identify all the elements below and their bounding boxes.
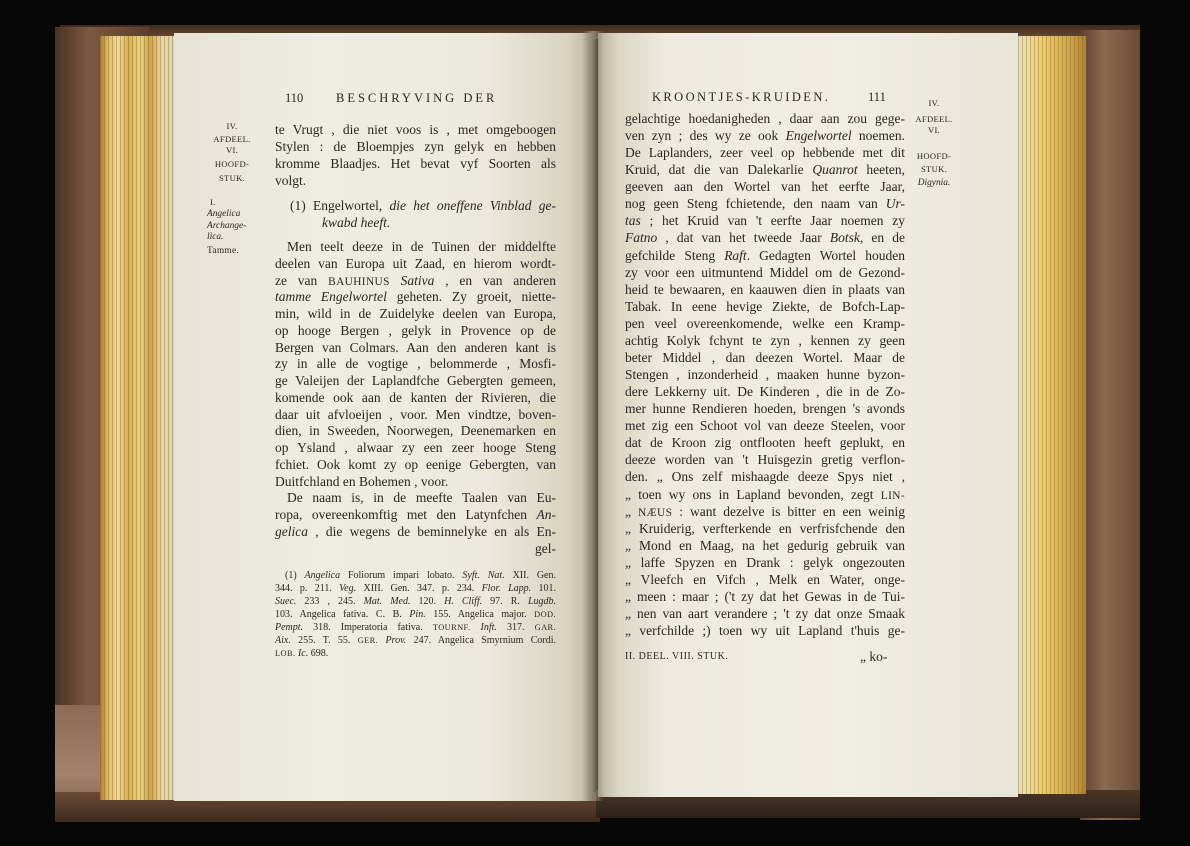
text-run: „ Kruiderig, verfterkende en verfrisfchende den <box>625 520 905 536</box>
footnote-line <box>275 647 556 660</box>
body-line <box>625 230 905 246</box>
italic-text: Mat. Med. <box>363 595 411 607</box>
text-run: 233 , 245. <box>296 595 364 607</box>
italic-text: Angelica <box>304 569 341 581</box>
signature-mark: II. DEEL. VIII. STUK. <box>625 651 729 662</box>
margin-note-chapter: HOOFD- <box>916 151 952 161</box>
body-line <box>275 340 556 356</box>
small-caps-text: TOURNF. <box>432 622 471 632</box>
italic-text: Raft <box>724 247 747 263</box>
text-run: Duitfchland en Bohemen , voor. <box>275 473 449 489</box>
text-run: Kruid, dat die van Dalekarlie <box>625 162 813 178</box>
text-run: te Vrugt , die niet voos is , met omgeboogen <box>275 122 556 137</box>
body-line <box>275 423 556 439</box>
body-line <box>625 248 905 264</box>
body-line <box>625 179 905 195</box>
body-line <box>625 196 905 212</box>
text-run: heeten, <box>857 162 905 178</box>
text-run: dere Lekkerny uit. De Kinderen , die in de Zo- <box>625 384 905 400</box>
small-caps-text: GAR. <box>534 622 557 632</box>
text-run: dien, in Sweeden, Noorwegen, Deenemarken en <box>275 423 556 439</box>
text-run: min, wild in de Zuidelyke deelen van Europa, <box>275 306 556 321</box>
text-run: „ meen : maar ; ('t zy dat het Gewas in de Tui- <box>625 588 905 604</box>
italic-text: Veg. <box>339 582 357 594</box>
body-line <box>625 333 905 349</box>
book-cover-right <box>1080 30 1140 820</box>
species-number: I. <box>210 197 216 207</box>
text-run: volgt. <box>275 173 307 188</box>
body-line <box>275 407 556 423</box>
body-line <box>625 145 905 161</box>
italic-text: Inft. <box>470 621 497 633</box>
species-epithet-end: lica. <box>207 232 224 242</box>
small-caps-text: DOD. <box>534 609 556 619</box>
body-line <box>625 265 905 281</box>
body-line <box>625 487 905 503</box>
text-run: komende ook aan de kanten der Rivieren, die <box>275 389 556 405</box>
text-run: ze van <box>275 272 329 288</box>
italic-text: Ic. <box>295 647 309 659</box>
body-line <box>287 490 556 506</box>
italic-text: tamme Engelwortel <box>275 289 387 305</box>
right-running-title: KROONTJES-KRUIDEN. <box>652 90 831 104</box>
text-run: den. „ Ons zelf mishaagde deeze Spys niet , <box>625 469 905 485</box>
text-run: . Gedagten Wortel houden <box>746 247 905 263</box>
italic-text: Botsk <box>829 230 860 246</box>
text-run: op hooge Bergen , gelyk in Provence op de <box>275 322 556 338</box>
text-run: noemen. <box>851 128 905 144</box>
text-run: , en de <box>859 230 906 246</box>
text-run: kromme Blaadjes. Het bevat vyf Soorten als <box>275 156 556 171</box>
footnote-line <box>275 608 556 621</box>
text-run: 155. Angelica major. <box>425 608 535 620</box>
text-run: fchiet. Ook komt zy op eenige Gebergten, van <box>275 456 556 472</box>
gilt-page-edges-left <box>100 36 180 800</box>
body-line <box>625 538 905 554</box>
text-run: „ nen van aart verandere ; 't zy dat onze Smaak <box>625 606 905 622</box>
text-run: achtig Kolyk fchynt te zyn , kennen zy geen <box>625 332 905 348</box>
body-line <box>322 215 556 231</box>
italic-text: Prov. <box>378 634 407 646</box>
body-line <box>625 367 905 383</box>
text-run: „ toen wy ons in Lapland bevonden, zegt <box>625 486 881 502</box>
body-line <box>625 469 905 485</box>
text-run: Foliorum impari lobato. <box>340 569 463 581</box>
italic-text: An- <box>536 507 556 522</box>
italic-text: Pempt. <box>275 621 304 633</box>
text-run: 344. p. 211. <box>275 582 340 594</box>
body-line <box>275 524 556 540</box>
body-line <box>625 384 905 400</box>
text-run: De naam is, in de meefte Taalen van Eu- <box>287 490 556 506</box>
body-line <box>275 122 556 138</box>
body-line <box>287 239 556 255</box>
text-run: nog geen Steng fchietende, den naam van <box>625 196 886 212</box>
italic-text: gelica <box>275 523 308 539</box>
italic-text: Fatno <box>625 230 658 246</box>
italic-text: Syft. Nat. <box>462 569 505 581</box>
left-running-title: BESCHRYVING DER <box>336 91 498 105</box>
body-line <box>625 162 905 178</box>
italic-text: Flor. Lapp. <box>481 582 532 594</box>
left-page-number: 110 <box>285 91 304 105</box>
text-run: „ laffe Spyzen en Drank : gelyk ongezouten <box>625 554 905 570</box>
text-run: 698. <box>308 647 329 659</box>
text-run: (1) <box>285 569 305 581</box>
text-run: 101. <box>531 582 557 594</box>
italic-text: Ur- <box>885 196 905 212</box>
margin-note-chapter-end: STUK. <box>920 164 948 174</box>
text-run: met zig een Schoot vol van deeze Steelen, voor <box>625 418 905 434</box>
margin-note-part: IV. <box>928 98 940 108</box>
text-run: dat de Kroon zig ontflooten heeft geplukt, en <box>625 435 905 451</box>
text-run: Men teelt deeze in de Tuinen der middelfte <box>287 239 556 254</box>
text-run: Bergen van Colmars. Aan den anderen kant is <box>275 339 556 355</box>
body-line <box>625 452 905 468</box>
small-caps-text: GER. <box>357 635 379 645</box>
body-line <box>275 273 556 289</box>
body-line <box>275 139 556 155</box>
text-run: pen veel overeenkomende, welke een Kramp- <box>625 315 905 331</box>
body-line <box>625 504 905 520</box>
margin-note-section: AFDEEL. <box>213 134 251 144</box>
italic-text: tas <box>625 213 641 229</box>
text-run: Tabak. In eene hevige Ziekte, de Bofch-Lap- <box>625 298 905 314</box>
body-line <box>275 256 556 272</box>
text-run: ; het Kruid van 't eerfte Jaar noemen zy <box>640 213 905 229</box>
margin-note-section-number: VI. <box>927 125 941 135</box>
body-line <box>625 111 905 127</box>
text-run: XII. Gen. <box>504 569 556 581</box>
body-line <box>625 418 905 434</box>
text-run: geeven aan den Wortel van het eerfte Jaar, <box>625 179 905 195</box>
species-genus: Angelica <box>207 209 241 219</box>
footnote-line <box>275 621 556 634</box>
book-spine-gutter <box>582 31 604 801</box>
body-line <box>275 356 556 372</box>
text-run: , dat van het tweede Jaar <box>657 230 830 246</box>
text-run: mer hunne Rendieren hoeden, brengen 's avonds <box>625 401 905 417</box>
body-line <box>275 373 556 389</box>
body-line <box>625 589 905 605</box>
margin-note-part: IV. <box>226 121 238 131</box>
text-run: gel- <box>535 540 556 556</box>
text-run: ropa, overeenkomftig met den Latynfchen <box>275 507 537 522</box>
text-run: Stylen : de Bloempjes zyn gelyk en hebben <box>275 139 556 154</box>
text-run: beter Middel , dan deezen Wortel. Maar de <box>625 349 905 365</box>
body-line <box>625 282 905 298</box>
body-line <box>275 173 556 189</box>
text-run: op Ysland , alwaar zy een zeer hooge Steng <box>275 440 556 455</box>
footnote-line <box>275 595 556 608</box>
text-run: : want dezelve is bitter en een weinig <box>672 503 905 519</box>
italic-text: H. Cliff. <box>444 595 483 607</box>
catchword: „ ko- <box>860 649 888 664</box>
body-line <box>275 390 556 406</box>
text-run: 103. Angelica fativa. C. B. <box>275 608 410 620</box>
text-run: gelachtige hoedanigheden , daar aan zou gege- <box>625 111 905 126</box>
italic-text: Suec. <box>275 595 297 607</box>
text-run: 247. Angelica Smyrnium Cordi. <box>406 634 557 646</box>
footnote-line <box>275 634 556 647</box>
text-run: „ Vleefch en Vifch , Melk en Water, onge- <box>625 571 905 587</box>
italic-text: Aix. <box>275 634 291 646</box>
footnote-line <box>275 582 556 595</box>
italic-text: Engelwortel <box>785 128 852 144</box>
gilt-page-edges-right <box>1014 36 1086 794</box>
body-line <box>275 541 556 557</box>
small-caps-text: NÆUS <box>637 506 673 519</box>
text-run: , en van anderen <box>434 272 556 288</box>
margin-note-order: Digynia. <box>917 178 951 188</box>
margin-note-chapter: HOOFD- <box>214 159 250 169</box>
text-run: „ <box>625 503 638 519</box>
text-run: (1) Engelwortel, <box>290 198 390 213</box>
text-run: ge Valeijen der Laplandfche Gebergten gemeen, <box>275 373 556 388</box>
body-line <box>275 323 556 339</box>
text-run: daar uit afvloeijen , voor. Men vindtze, boven- <box>275 406 556 422</box>
body-line <box>625 128 905 144</box>
text-run: zy in alle de vogtige , belommerde , Mosfi- <box>275 356 556 372</box>
text-run: ven zyn ; des wy ze ook <box>625 128 786 144</box>
body-line <box>625 623 905 639</box>
text-run: zy voor een uitmuntend Middel om de Gezond- <box>625 264 905 280</box>
body-line <box>275 457 556 473</box>
body-line <box>625 572 905 588</box>
text-run: XIII. Gen. 347. p. 234. <box>356 582 482 594</box>
italic-text: Pin. <box>409 608 426 620</box>
text-run: Stengen , inzonderheid , maaken hunne byzon- <box>625 367 905 383</box>
text-run: 255. T. 55. <box>290 634 358 646</box>
text-run: 318. Imperatoria fativa. <box>303 621 433 633</box>
body-line <box>275 440 556 456</box>
text-run: gefchilde Steng <box>625 247 725 263</box>
margin-note-section: AFDEEL. <box>915 114 953 124</box>
text-run: „ verfchilde ;) toen wy uit Lapland t'huis ge- <box>625 623 905 639</box>
footnote-line <box>285 569 556 582</box>
italic-text: die het oneffene Vinblad ge- <box>389 198 556 213</box>
body-line <box>625 299 905 315</box>
body-line <box>275 289 556 305</box>
text-run: 317. <box>496 621 535 633</box>
italic-text: Sativa <box>389 272 435 288</box>
body-line <box>625 350 905 366</box>
small-caps-text: BAUHINUS <box>328 275 390 288</box>
text-run: deeze worden van 't Huisgezin gretig verflon- <box>625 452 905 468</box>
text-run: heid te bewaaren, en kaauwen dien in plaats van <box>625 281 905 297</box>
body-line <box>625 521 905 537</box>
text-run: 120. <box>410 595 445 607</box>
body-line <box>275 306 556 322</box>
text-run: deelen van Europa uit Zaad, en hierom wordt- <box>275 255 556 271</box>
small-caps-text: LIN- <box>880 489 905 502</box>
italic-text: Quanrot <box>812 162 858 178</box>
body-line <box>625 555 905 571</box>
body-line <box>275 156 556 172</box>
right-page-number: 111 <box>868 90 886 104</box>
body-line <box>625 316 905 332</box>
text-run: 97. R. <box>482 595 528 607</box>
species-variety: Tamme. <box>207 246 240 256</box>
body-line <box>275 474 556 490</box>
italic-text: kwabd heeft. <box>322 215 391 230</box>
text-run: geheten. Zy groeit, niette- <box>386 289 557 305</box>
body-line <box>625 606 905 622</box>
text-run: , die wegens de beminnelyke en als En- <box>308 523 556 539</box>
margin-note-section-number: VI. <box>225 145 239 155</box>
body-line <box>275 507 556 523</box>
small-caps-text: LOB. <box>275 648 296 658</box>
body-line <box>290 198 556 214</box>
margin-note-chapter-end: STUK. <box>218 173 246 183</box>
species-epithet: Archange- <box>207 221 247 231</box>
italic-text: Lugdb. <box>527 595 557 607</box>
text-run: „ Mond en Maag, na het gedurig gebruik van <box>625 537 905 553</box>
body-line <box>625 401 905 417</box>
body-line <box>625 213 905 229</box>
body-line <box>625 435 905 451</box>
text-run: De Laplanders, zeer veel op hebbende met dit <box>625 145 905 161</box>
